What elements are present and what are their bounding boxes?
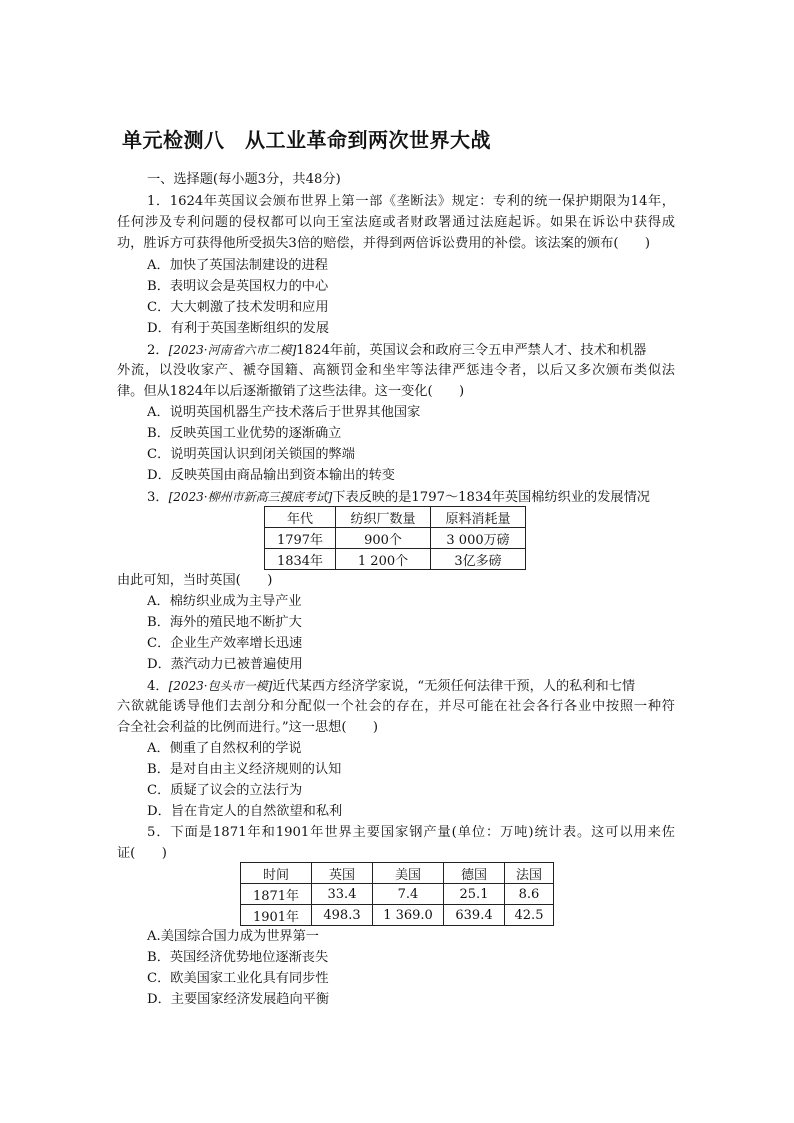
q2-option-c: C．说明英国认识到闭关锁国的弊端 <box>147 447 355 462</box>
q2-option-b: B．反映英国工业优势的逐渐确立 <box>147 426 342 441</box>
q4-source: [2023·包头市一模] <box>168 679 273 693</box>
table-row <box>241 884 554 905</box>
q1-line-1: 1．1624年英国议会颁布世界上第一部《垄断法》规定：专利的统一保护期限为14年， <box>147 194 675 209</box>
table-cell: 33.4 <box>312 884 373 905</box>
q3-option-c: C．企业生产效率增长迅速 <box>147 636 303 651</box>
table-cell: 1871年 <box>241 884 312 905</box>
table-header-cell: 德国 <box>444 863 505 884</box>
table-cell: 8.6 <box>505 884 554 905</box>
q5-option-c: C．欧美国家工业化具有同步性 <box>147 971 329 986</box>
q1-option-b: B．表明议会是英国权力的中心 <box>147 279 329 294</box>
table-cell: 1797年 <box>265 528 336 549</box>
q1-line-2: 任何涉及专利问题的侵权都可以向王室法庭或者财政署通过法庭起诉。如果在诉讼中获得成 <box>117 215 675 230</box>
q2-line-1 <box>147 340 646 361</box>
table-header-row <box>241 863 554 884</box>
q3-source: [2023·柳州市新高三摸底考试] <box>168 490 333 504</box>
table-cell: 639.4 <box>444 905 505 926</box>
q4-option-c: C．质疑了议会的立法行为 <box>147 783 303 798</box>
table-cell: 1901年 <box>241 905 312 926</box>
table-cell: 42.5 <box>505 905 554 926</box>
q4-option-a: A．侧重了自然权利的学说 <box>147 741 302 756</box>
page-title: 单元检测八 从工业革命到两次世界大战 <box>122 128 491 152</box>
q3-line-1-text: 下表反映的是1797～1834年英国棉纺织业的发展情况 <box>332 490 650 505</box>
q4-option-b: B．是对自由主义经济规则的认知 <box>147 762 342 777</box>
table-cell: 25.1 <box>444 884 505 905</box>
table-cell: 1 369.0 <box>373 905 444 926</box>
q2-line-3: 律。但从1824年以后逐渐撤销了这些法律。这一变化( ) <box>117 384 465 399</box>
q2-number: 2． <box>147 343 169 358</box>
q4-number: 4． <box>147 679 169 694</box>
table-row <box>241 905 554 926</box>
q5-option-d: D．主要国家经济发展趋向平衡 <box>147 992 330 1007</box>
table-header-cell: 法国 <box>505 863 554 884</box>
q2-option-d: D．反映英国由商品输出到资本输出的转变 <box>147 468 395 483</box>
table-header-cell: 时间 <box>241 863 312 884</box>
q4-option-d: D．旨在肯定人的自然欲望和私利 <box>147 804 343 819</box>
q3-option-d: D．蒸汽动力已被普遍使用 <box>147 657 303 672</box>
q1-option-d: D．有利于英国垄断组织的发展 <box>147 321 330 336</box>
q1-option-c: C．大大刺激了技术发明和应用 <box>147 300 329 315</box>
q3-table <box>264 506 526 570</box>
table-cell: 3亿多磅 <box>431 549 526 570</box>
table-cell: 3 000万磅 <box>431 528 526 549</box>
table-header-cell: 美国 <box>373 863 444 884</box>
q5-option-b: B．英国经济优势地位逐渐丧失 <box>147 950 329 965</box>
q5-option-a: A.美国综合国力成为世界第一 <box>147 929 319 944</box>
q5-line-2: 证( ) <box>117 846 167 861</box>
section-header: 一、选择题(每小题3分，共48分) <box>147 172 341 187</box>
table-header-row <box>265 507 526 528</box>
table-cell: 7.4 <box>373 884 444 905</box>
q2-source: [2023·河南省六市二模] <box>168 343 297 357</box>
q3-option-b: B．海外的殖民地不断扩大 <box>147 615 302 630</box>
table-header-cell: 原料消耗量 <box>431 507 526 528</box>
q4-line-2: 六欲就能诱导他们去剖分和分配似一个社会的存在，并尽可能在社会各行各业中按照一种符 <box>117 699 675 714</box>
table-cell: 1834年 <box>265 549 336 570</box>
table-row <box>265 549 526 570</box>
q1-option-a: A．加快了英国法制建设的进程 <box>147 258 328 273</box>
table-cell: 498.3 <box>312 905 373 926</box>
q5-line-1: 5．下面是1871年和1901年世界主要国家钢产量(单位：万吨)统计表。这可以用来佐 <box>147 825 675 840</box>
table-cell: 1 200个 <box>336 549 431 570</box>
q3-line-1 <box>147 487 650 508</box>
q1-line-3: 功，胜诉方可获得他所受损失3倍的赔偿，并得到两倍诉讼费用的补偿。该法案的颁布( ) <box>117 236 650 251</box>
table-header-cell: 年代 <box>265 507 336 528</box>
q3-option-a: A．棉纺织业成为主导产业 <box>147 594 302 609</box>
q2-option-a: A．说明英国机器生产技术落后于世界其他国家 <box>147 405 421 420</box>
q5-table <box>240 862 554 926</box>
q4-line-3: 合全社会利益的比例而进行。”这一思想( ) <box>117 720 378 735</box>
table-header-cell: 纺织厂数量 <box>336 507 431 528</box>
q2-line-1-text: 1824年前，英国议会和政府三令五申严禁人才、技术和机器 <box>296 343 647 358</box>
table-header-cell: 英国 <box>312 863 373 884</box>
q3-after-table: 由此可知，当时英国( ) <box>117 573 273 588</box>
table-row <box>265 528 526 549</box>
table-cell: 900个 <box>336 528 431 549</box>
q4-line-1 <box>147 676 635 697</box>
q2-line-2: 外流，以没收家产、褫夺国籍、高额罚金和坐牢等法律严惩违令者，以后又多次颁布类似法 <box>117 363 675 378</box>
q4-line-1-text: 近代某西方经济学家说，“无须任何法律干预，人的私利和七情 <box>272 679 636 694</box>
q3-number: 3． <box>147 490 169 505</box>
